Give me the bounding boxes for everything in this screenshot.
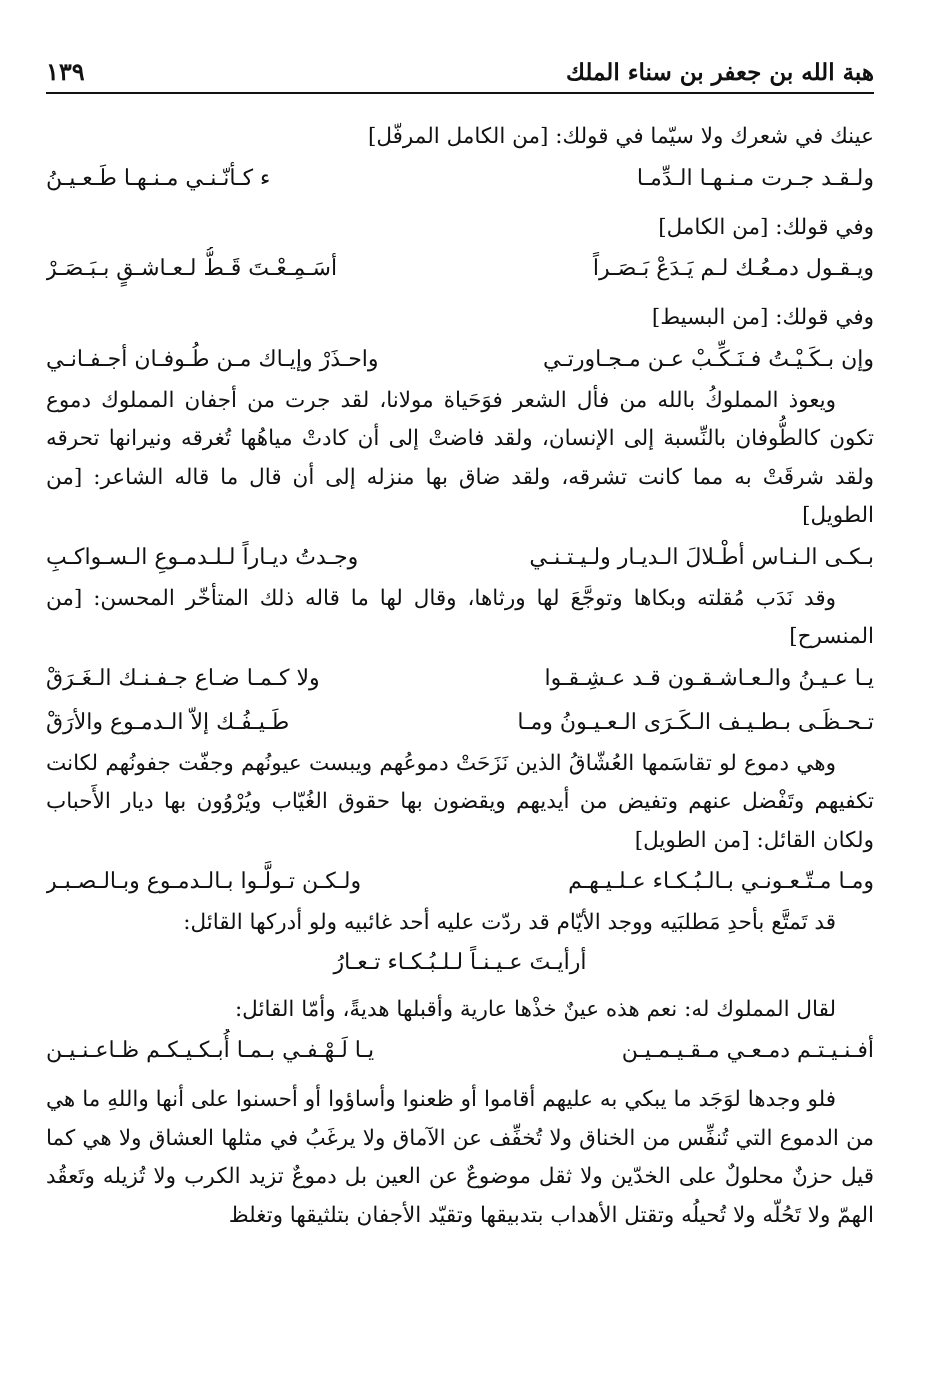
verse-first-hemistich: ويـقـول دمـعُـك لـم يَـدَعْ بَـصَـراً: [592, 256, 874, 281]
verse-second-hemistich: أسَـمِـعْـتَ قَـطُّ لـعـاشـقٍ بـبَـصَـرْ: [46, 256, 338, 281]
page-header: [46, 50, 874, 94]
meter-label-line: وفي قولك: [من الكامل]: [658, 214, 874, 240]
verse-first-hemistich: بـكـى الـنـاس أطْـلالَ الـديـار ولـيـتـنـي: [529, 544, 874, 570]
verse-line: [46, 1029, 874, 1073]
verse-second-hemistich: واحـذَرْ وإيـاك مـن طُـوفـان أجـفـانـي: [46, 346, 379, 372]
verse-first-hemistich: ولـقـد جـرت مـنـهـا الـدِّمـا: [636, 165, 874, 191]
prose-paragraph: وقد نَدَب مُقلته وبكاها وتوجَّعَ لها ورثاها، وقال لها ما قاله ذلك المتأخّر المحسن: [من المنسرح]: [46, 585, 874, 649]
verse-line: [46, 536, 874, 580]
verse-second-hemistich: وجـدتُ ديـاراً لـلـدمـوعِ الـسـواكـبِ: [46, 544, 359, 570]
prose-paragraph: قد تَمتَّع بأحدِ مَطلبَيه ووجد الأيّام قد ردّت عليه أحد غائبيه ولو أدركها القائل:: [183, 910, 836, 935]
verse-first-hemistich: تـحـظَـى بـطـيـف الـكَـرَى الـعـيـونُ ومـا: [517, 709, 874, 735]
verse-second-hemistich: يـا لَـهْـفـي بـمـا أُبـكـيـكـم ظـاعـنـيـن: [46, 1038, 375, 1063]
verse-first-hemistich: يـا عـيـنُ والـعـاشـقـون قـد عـشِـقـوا: [544, 665, 874, 691]
intro-line: عينك في شعرك ولا سيّما في قولك: [من الكامل المرفّل]: [367, 124, 874, 149]
running-title: هبة الله بن جعفر بن سناء الملك: [566, 59, 874, 86]
page-number: ١٣٩: [46, 57, 85, 86]
verse-first-hemistich: ومـا مـتّـعـونـي بـالـبُـكـاء عـلـيـهـم: [568, 869, 874, 894]
verse-line: [46, 701, 874, 745]
prose-paragraph: ويعوذ المملوكُ بالله من فأل الشعر فوَحَياة مولانا، لقد جرت من أجفان المملوك دموع تكون كالطُّوفان بالنِّسبة إلى الإنسان، ولقد فاضتْ إلى أن كادتْ مياهُها تُغرقه ونيرانها تحرقه ولقد شرقَتْ به مما كانت تشرقه، ولقد ضاق بها منزله إلى أن قال ما قاله الشاعر: [من الطويل]: [46, 387, 874, 528]
prose-paragraph: وهي دموع لو تقاسَمها العُشّاقُ الذين نَزَحَتْ دموعُهم ويبست عيونُهم وجفّت جفونُهم لكانت تكفيهم وتَفْضل عنهم وتفيض من أيديهم ويقضون بها حقوق الغُيّاب ويُرْوُون بها ديار الأَحباب ولكان القائل: [من الطويل]: [46, 750, 874, 853]
verse-line: [46, 338, 874, 382]
verse-first-hemistich: وإن بـكَـيْـتُ فـنَـكِّـبْ عـن مـجـاورتـي: [542, 346, 874, 372]
meter-label-line: وفي قولك: [من البسيط]: [651, 305, 874, 330]
verse-line: [46, 157, 874, 201]
verse-line: [46, 657, 874, 701]
page-body: [46, 118, 874, 1235]
centered-verse: أرأيـتَ عـيـنـاً لـلـبُـكـاء تـعـارُ: [333, 949, 587, 975]
verse-second-hemistich: ولا كـمـا ضـاع جـفـنـك الـغَـرَقْ: [46, 665, 320, 691]
verse-line: [46, 247, 874, 291]
verse-second-hemistich: ء كـأنّـنـي مـنـهـا طَـعـيـنُ: [46, 165, 271, 191]
prose-paragraph: فلو وجدها لوَجَد ما يبكي به عليهم أقاموا أو ظعنوا وأساؤوا أو أحسنوا على أنها واللهِ ما هي من الدموع التي تُنفِّس من الخناق ولا تُخفِّف عن الآماق ولا يرغَبُ في مثلها العشاق ولا هي كما قيل حزنٌ محلولٌ على الخدّين ولا ثقل موضوعٌ عن العين بل دموعٌ تزيد الكرب ولا تُزيله وتَعقُد الهمّ ولا تَحُلّه ولا تُحيلُه وتقتل الأهداب بتدبيقها وتقيّد الأجفان بتلثيقها وتغلظ: [46, 1087, 874, 1228]
prose-paragraph: لقال المملوك له: نعم هذه عينٌ خذْها عارية وأقبلها هديةً، وأمّا القائل:: [234, 996, 836, 1022]
verse-second-hemistich: طَـيـفُـك إلاّ الـدمـوع والأرَقْ: [46, 709, 290, 735]
verse-second-hemistich: ولـكـن تـولَّـوا بـالـدمـوع وبـالـصـبـر: [46, 869, 362, 894]
verse-first-hemistich: أفـنـيـتـم دمـعـي مـقـيـمـيـن: [621, 1038, 874, 1063]
verse-line: [46, 860, 874, 904]
